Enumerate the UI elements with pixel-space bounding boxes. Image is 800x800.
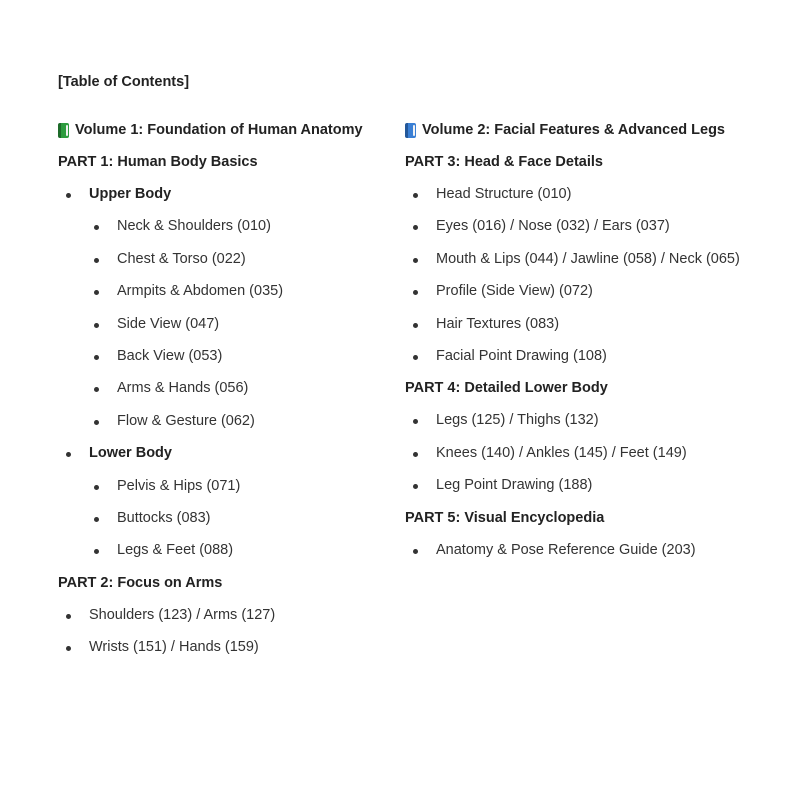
volume-1-heading	[58, 120, 388, 141]
list-item: Chest & Torso (022)	[58, 249, 388, 270]
part-1-list	[58, 184, 388, 561]
list-item: Leg Point Drawing (188)	[405, 475, 775, 496]
part-4-title: PART 4: Detailed Lower Body	[405, 380, 608, 397]
volume-2-heading	[405, 120, 775, 141]
list-item: Profile (Side View) (072)	[405, 281, 775, 302]
part-2-list	[58, 605, 388, 658]
list-item: Armpits & Abdomen (035)	[58, 281, 388, 302]
list-item: Knees (140) / Ankles (145) / Feet (149)	[405, 443, 775, 464]
part-3-title: PART 3: Head & Face Details	[405, 154, 603, 170]
list-item: Anatomy & Pose Reference Guide (203)	[405, 540, 775, 561]
list-item: Neck & Shoulders (010)	[58, 216, 388, 237]
part-4-list	[405, 410, 775, 496]
list-item: Legs (125) / Thighs (132)	[405, 410, 775, 431]
list-item-lower-body: Lower Body	[58, 443, 388, 464]
volume-2-column	[405, 120, 775, 572]
part-1-title: PART 1: Human Body Basics	[58, 154, 258, 170]
list-item: Flow & Gesture (062)	[58, 411, 388, 432]
list-item: Shoulders (123) / Arms (127)	[58, 605, 388, 626]
volume-1-column	[58, 120, 388, 669]
list-item: Legs & Feet (088)	[58, 540, 388, 561]
list-item: Side View (047)	[58, 314, 388, 335]
blue-book-icon	[405, 123, 416, 138]
list-item-upper-body: Upper Body	[58, 184, 388, 205]
list-item: Buttocks (083)	[58, 508, 388, 529]
volume-1-title: Volume 1: Foundation of Human Anatomy	[75, 122, 363, 138]
green-book-icon	[58, 123, 69, 138]
list-item: Head Structure (010)	[405, 184, 775, 205]
part-3-list	[405, 184, 775, 367]
list-item: Eyes (016) / Nose (032) / Ears (037)	[405, 216, 775, 237]
list-item: Arms & Hands (056)	[58, 378, 388, 399]
part-5-list	[405, 540, 775, 561]
list-item: Facial Point Drawing (108)	[405, 346, 775, 367]
list-item: Wrists (151) / Hands (159)	[58, 637, 388, 658]
list-item: Back View (053)	[58, 346, 388, 367]
list-item: Hair Textures (083)	[405, 314, 775, 335]
page-title: [Table of Contents]	[58, 74, 190, 90]
list-item: Pelvis & Hips (071)	[58, 476, 388, 497]
part-2-title: PART 2: Focus on Arms	[58, 574, 223, 591]
part-5-title: PART 5: Visual Encyclopedia	[405, 509, 605, 526]
list-item: Mouth & Lips (044) / Jawline (058) / Neck (065)	[405, 249, 775, 270]
volume-2-title: Volume 2: Facial Features & Advanced Legs	[422, 122, 725, 138]
